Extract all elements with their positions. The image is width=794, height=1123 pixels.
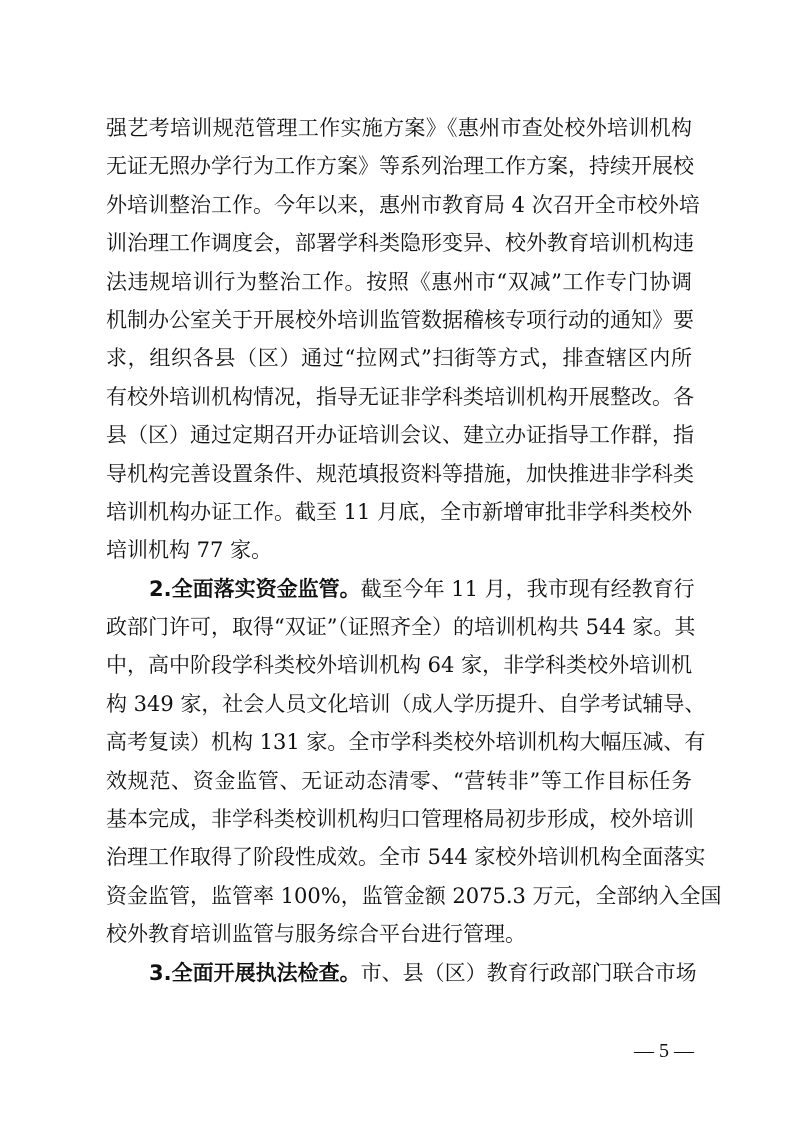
paragraph-line: 政部门许可，取得“双证”（证照齐全）的培训机构共 544 家。其 xyxy=(106,615,696,640)
section-2-first-line xyxy=(106,570,695,608)
paragraph-line: 培训机构办证工作。截至 11 月底，全市新增审批非学科类校外 xyxy=(106,499,693,524)
section-3-first-line-text: 市、县（区）教育行政部门联合市场 xyxy=(360,960,697,985)
paragraph-line: 无证无照办学行为工作方案》等系列治理工作方案，持续开展校 xyxy=(106,154,694,179)
paragraph-line: 校外教育培训监管与服务综合平台进行管理。 xyxy=(106,922,526,947)
paragraph-line: 资金监管，监管率 100%，监管金额 2075.3 万元，全部纳入全国 xyxy=(106,883,722,908)
paragraph-line: 基本完成，非学科类校训机构归口管理格局初步形成，校外培训 xyxy=(106,807,694,832)
paragraph-line: 导机构完善设置条件、规范填报资料等措施，加快推进非学科类 xyxy=(106,461,694,486)
paragraph-line: 中，高中阶段学科类校外培训机构 64 家，非学科类校外培训机 xyxy=(106,653,693,678)
paragraph-line: 构 349 家，社会人员文化培训（成人学历提升、自学考试辅导、 xyxy=(106,691,706,716)
document-body xyxy=(106,109,722,992)
paragraph-line: 外培训整治工作。今年以来，惠州市教育局 4 次召开全市校外培 xyxy=(106,192,700,217)
paragraph-line: 机制办公室关于开展校外培训监管数据稽核专项行动的通知》要 xyxy=(106,307,694,332)
paragraph-line: 有校外培训机构情况，指导无证非学科类培训机构开展整改。各 xyxy=(106,384,694,409)
section-3-heading: 3.全面开展执法检查。 xyxy=(149,960,361,985)
paragraph-line: 求，组织各县（区）通过“拉网式”扫街等方式，排查辖区内所 xyxy=(106,346,692,371)
paragraph-line: 效规范、资金监管、无证动态清零、“营转非”等工作目标任务 xyxy=(106,768,692,793)
paragraph-line: 高考复读）机构 131 家。全市学科类校外培训机构大幅压减、有 xyxy=(106,730,706,755)
paragraph-line: 法违规培训行为整治工作。按照《惠州市“双减”工作专门协调 xyxy=(106,269,692,294)
paragraph-line: 强艺考培训规范管理工作实施方案》《惠州市查处校外培训机构 xyxy=(106,116,692,140)
paragraph-line: 治理工作取得了阶段性成效。全市 544 家校外培训机构全面落实 xyxy=(106,845,706,870)
paragraph-line: 训治理工作调度会，部署学科类隐形变异、校外教育培训机构违 xyxy=(106,231,694,256)
paragraph-line: 培训机构 77 家。 xyxy=(106,538,273,563)
section-2-heading: 2.全面落实资金监管。 xyxy=(149,576,361,601)
section-3-first-line xyxy=(106,954,697,992)
paragraph-line: 县（区）通过定期召开办证培训会议、建立办证指导工作群，指 xyxy=(106,423,694,448)
page-number: — 5 — xyxy=(634,1040,694,1062)
section-2-first-line-text: 截至今年 11 月，我市现有经教育行 xyxy=(360,576,695,601)
